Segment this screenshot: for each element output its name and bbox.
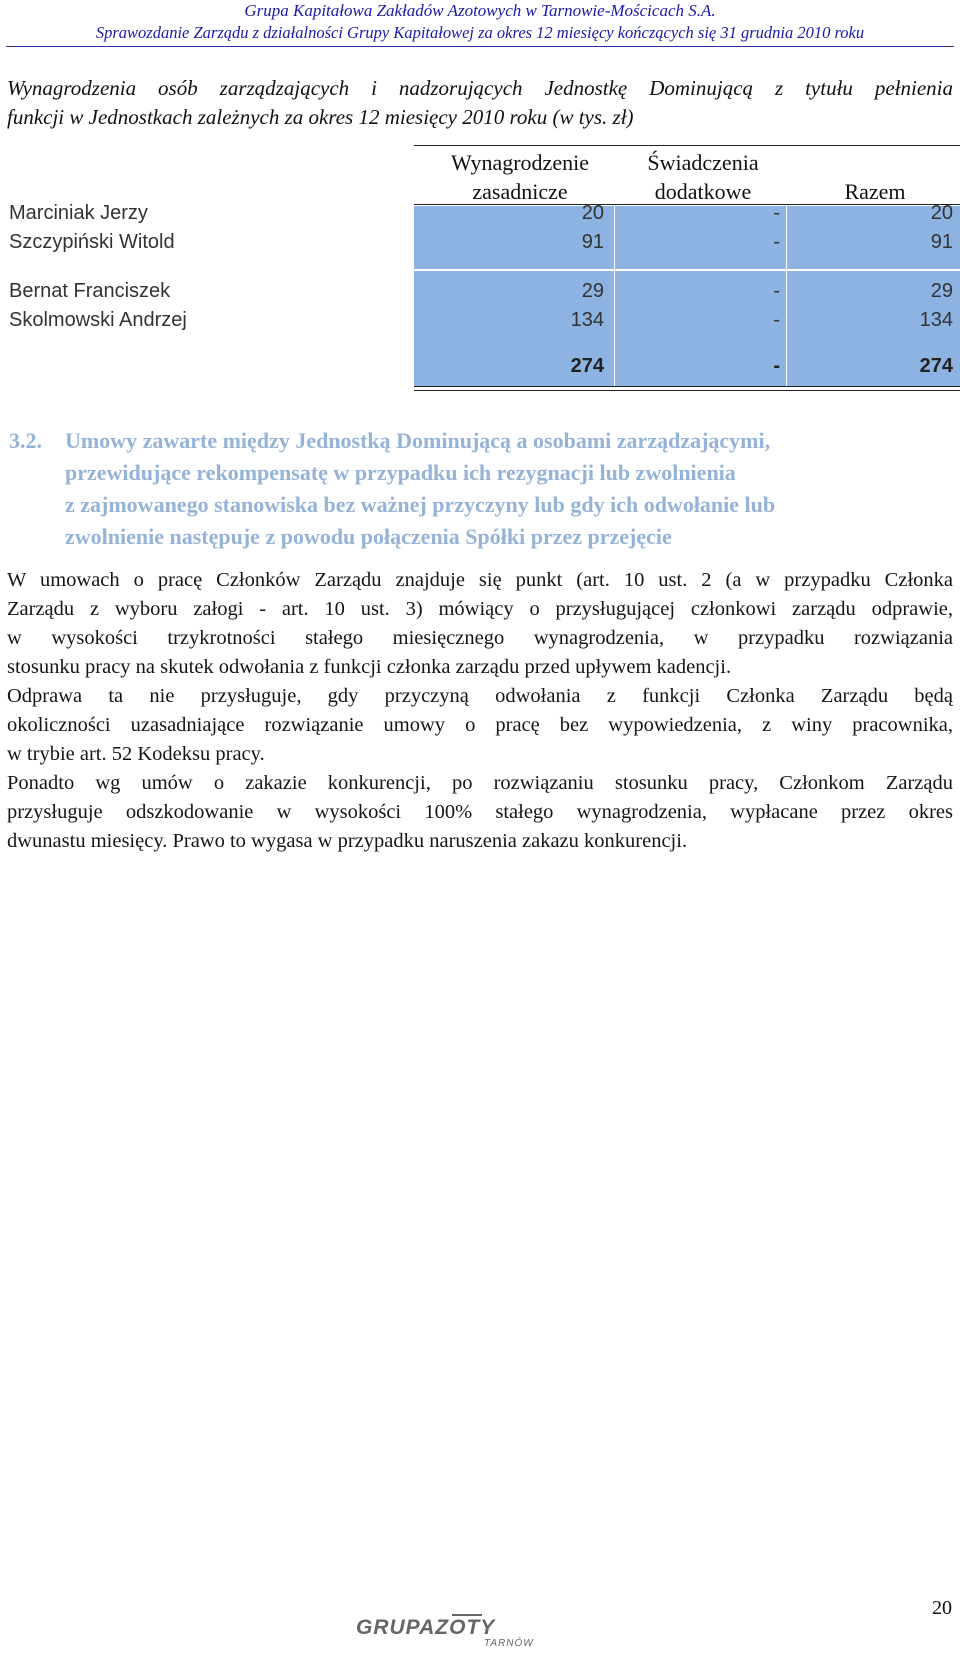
table-column-separator-1 [614,206,615,386]
column-header-additional-benefits-line2: dodatkowe [654,179,752,204]
section-heading-line-4: zwolnienie następuje z powodu połączenia Spółki przez przejęcie [65,524,672,549]
section-heading-line-2: przewidujące rekompensatę w przypadku ich rezygnacji lub zwolnienia [65,460,736,485]
table-row-name: Marciniak Jerzy [9,202,148,224]
paragraph-line: okoliczności uzasadniające rozwiązanie umowy o pracę bez wypowiedzenia, z winy pracownika, [7,714,953,736]
paragraph-non-compete [7,769,953,856]
column-header-additional-benefits-line1: Świadczenia [647,150,759,175]
table-cell-extra: - [773,202,780,224]
table-row-name: Bernat Franciszek [9,280,171,302]
logo-wordmark: GRUPAZOTY [356,1616,496,1639]
table-column-separator-2 [786,206,787,386]
table-cell-total: 20 [930,202,953,224]
table-caption-line-2: funkcji w Jednostkach zależnych za okres 12 miesięcy 2010 roku (w tys. zł) [7,105,634,129]
page-number: 20 [932,1597,952,1619]
table-cell-base: 91 [581,231,604,253]
table-block-separator [414,269,960,271]
section-heading-line-3: z zajmowanego stanowiska bez ważnej przyczyny lub gdy ich odwołanie lub [65,492,776,517]
paragraph-line: Odprawa ta nie przysługuje, gdy przyczyną odwołania z funkcji Członka Zarządu będą [7,685,953,707]
column-header-base-salary [433,148,607,206]
table-caption [7,74,953,132]
paragraph-line: W umowach o pracę Członków Zarządu znajduje się punkt (art. 10 ust. 2 (a w przypadku Członka [7,569,953,591]
table-bottom-rule-1 [414,386,960,387]
table-cell-total: 29 [930,280,953,302]
table-row-name: Szczypiński Witold [9,231,175,253]
paragraph-line: stosunku pracy na skutek odwołania z funkcji członka zarządu przed upływem kadencji. [7,656,732,678]
column-header-base-salary-line2: zasadnicze [472,179,568,204]
table-cell-total: 134 [919,309,953,331]
table-cell-extra: - [773,309,780,331]
column-header-additional-benefits [618,148,788,206]
paragraph-line: Zarządu z wyboru załogi - art. 10 ust. 3) mówiący o przysługującej członkowi zarządu odprawie, [7,598,953,620]
logo-subtext: TARNÓW [484,1638,534,1648]
table-bottom-rule-2 [414,390,960,391]
section-heading-line-1: Umowy zawarte między Jednostką Dominującą a osobami zarządzającymi, [65,428,771,453]
document-header-report-title: Sprawozdanie Zarządu z działalności Grupy Kapitałowej za okres 12 miesięcy kończących się 31 grudnia 2010 roku [95,23,865,42]
table-total-total: 274 [919,355,953,377]
table-cell-base: 134 [570,309,604,331]
column-header-base-salary-line1: Wynagrodzenie [451,150,589,175]
paragraph-severance-exclusion [7,682,953,769]
table-row-name: Skolmowski Andrzej [9,309,187,331]
table-cell-total: 91 [930,231,953,253]
table-cell-base: 29 [581,280,604,302]
paragraph-line: Ponadto wg umów o zakazie konkurencji, po rozwiązaniu stosunku pracy, Członkom Zarządu [7,772,953,794]
paragraph-severance [7,566,953,682]
table-total-base: 274 [570,355,604,377]
table-top-rule [414,145,960,146]
column-header-total: Razem [844,179,906,204]
section-number: 3.2. [9,428,42,453]
paragraph-line: przysługuje odszkodowanie w wysokości 100% stałego wynagrodzenia, wypłacane przez okres [7,801,953,823]
table-caption-line-1: Wynagrodzenia osób zarządzających i nadzorujących Jednostkę Dominującą z tytułu pełnienia [7,76,953,100]
paragraph-line: dwunastu miesięcy. Prawo to wygasa w przypadku naruszenia zakazu konkurencji. [7,830,688,852]
table-cell-base: 20 [581,202,604,224]
table-cell-extra: - [773,280,780,302]
paragraph-line: w trybie art. 52 Kodeksu pracy. [7,743,265,765]
table-cell-extra: - [773,231,780,253]
grupa-azoty-logo [356,1612,556,1648]
paragraph-line: w wysokości trzykrotności stałego miesięcznego wynagrodzenia, w przypadku rozwiązania [7,627,953,649]
document-header-company: Grupa Kapitałowa Zakładów Azotowych w Tarnowie-Mościcach S.A. [244,1,716,20]
table-total-extra: - [773,355,780,377]
header-divider [6,46,954,47]
